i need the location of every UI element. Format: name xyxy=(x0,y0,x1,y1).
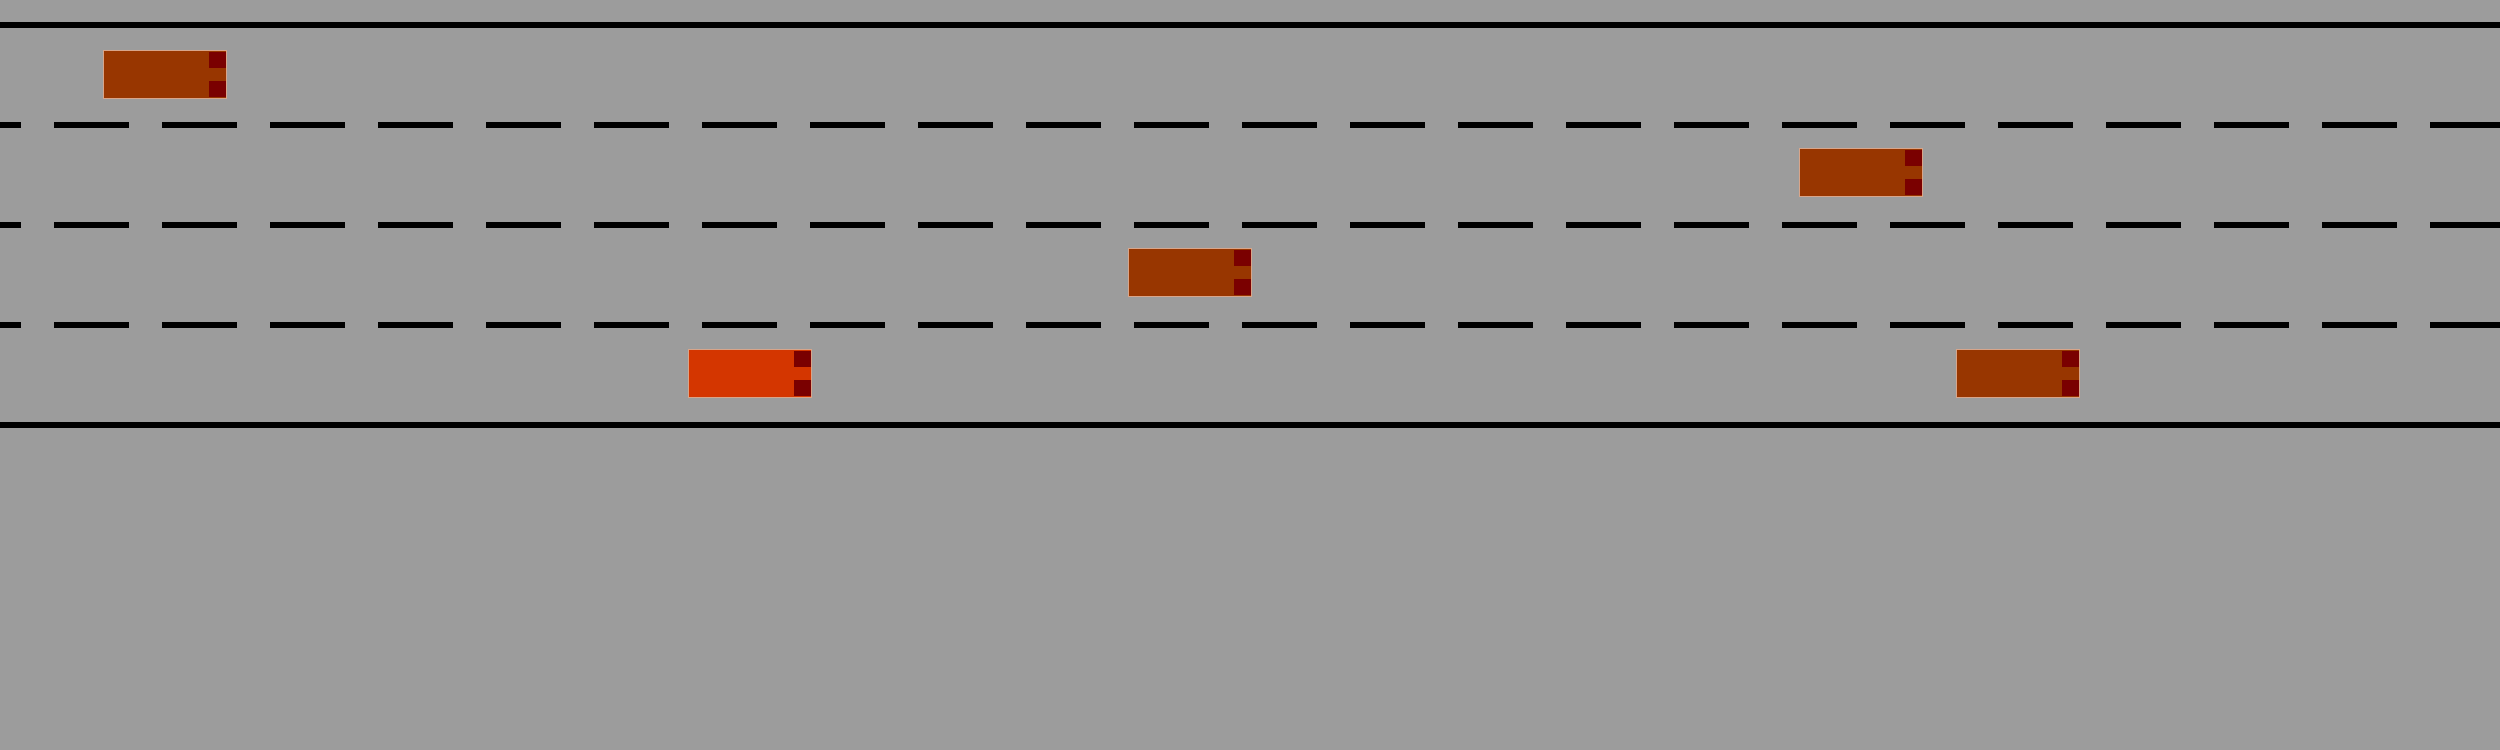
tail-light xyxy=(794,380,811,396)
road-top-edge xyxy=(0,22,2500,28)
tail-light xyxy=(1234,250,1251,266)
tail-light xyxy=(209,52,226,68)
tail-light xyxy=(794,351,811,367)
tail-light xyxy=(1905,179,1922,195)
vehicle-3 xyxy=(1128,248,1252,297)
lane-divider-3 xyxy=(0,322,2500,328)
tail-light xyxy=(1905,150,1922,166)
road-bottom-edge xyxy=(0,422,2500,428)
vehicle-4 xyxy=(1956,349,2080,398)
tail-light xyxy=(209,81,226,97)
vehicle-1 xyxy=(103,50,227,99)
vehicle-2 xyxy=(1799,148,1923,197)
lane-divider-2 xyxy=(0,222,2500,228)
tail-light xyxy=(2062,351,2079,367)
tail-light xyxy=(1234,279,1251,295)
ego-vehicle xyxy=(688,349,812,398)
lane-divider-1 xyxy=(0,122,2500,128)
tail-light xyxy=(2062,380,2079,396)
